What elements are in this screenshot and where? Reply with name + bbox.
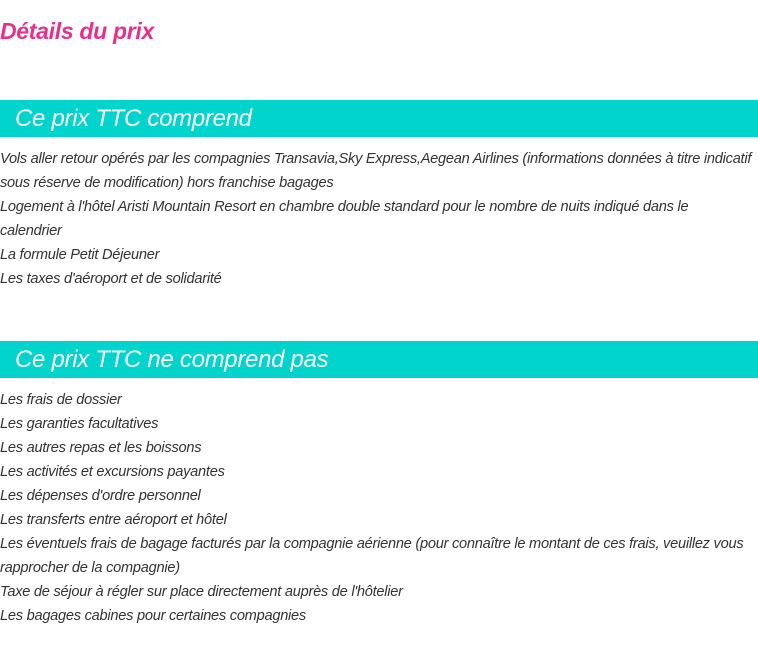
included-item: Les taxes d'aéroport et de solidarité <box>0 271 222 287</box>
excluded-items-list <box>0 388 752 628</box>
excluded-item: Les autres repas et les boissons <box>0 440 202 456</box>
included-items-list <box>0 147 752 291</box>
excluded-item: Les éventuels frais de bagage facturés par la compagnie aérienne (pour connaître le montant de ces frais, veuillez vous rapprocher de la compagnie) <box>0 536 744 576</box>
included-item: Vols aller retour opérés par les compagnies Transavia,Sky Express,Aegean Airlines (informations données à titre indicatif sous réserve de modification) hors franchise bagages <box>0 151 752 191</box>
excluded-item: Les bagages cabines pour certaines compagnies <box>0 608 306 624</box>
excluded-item: Les activités et excursions payantes <box>0 464 225 480</box>
excluded-section-title: Ce prix TTC ne comprend pas <box>15 346 329 373</box>
included-section-title: Ce prix TTC comprend <box>15 105 252 132</box>
page-title: Détails du prix <box>0 18 154 44</box>
excluded-item: Les frais de dossier <box>0 392 122 408</box>
excluded-section-header <box>0 341 758 378</box>
excluded-item: Taxe de séjour à régler sur place directement auprès de l'hôtelier <box>0 584 403 600</box>
included-section-header <box>0 100 758 137</box>
excluded-item: Les transferts entre aéroport et hôtel <box>0 512 227 528</box>
excluded-item: Les garanties facultatives <box>0 416 159 432</box>
included-item: Logement à l'hôtel Aristi Mountain Resort en chambre double standard pour le nombre de nuits indiqué dans le calendrier <box>0 199 689 239</box>
included-item: La formule Petit Déjeuner <box>0 247 160 263</box>
excluded-item: Les dépenses d'ordre personnel <box>0 488 201 504</box>
